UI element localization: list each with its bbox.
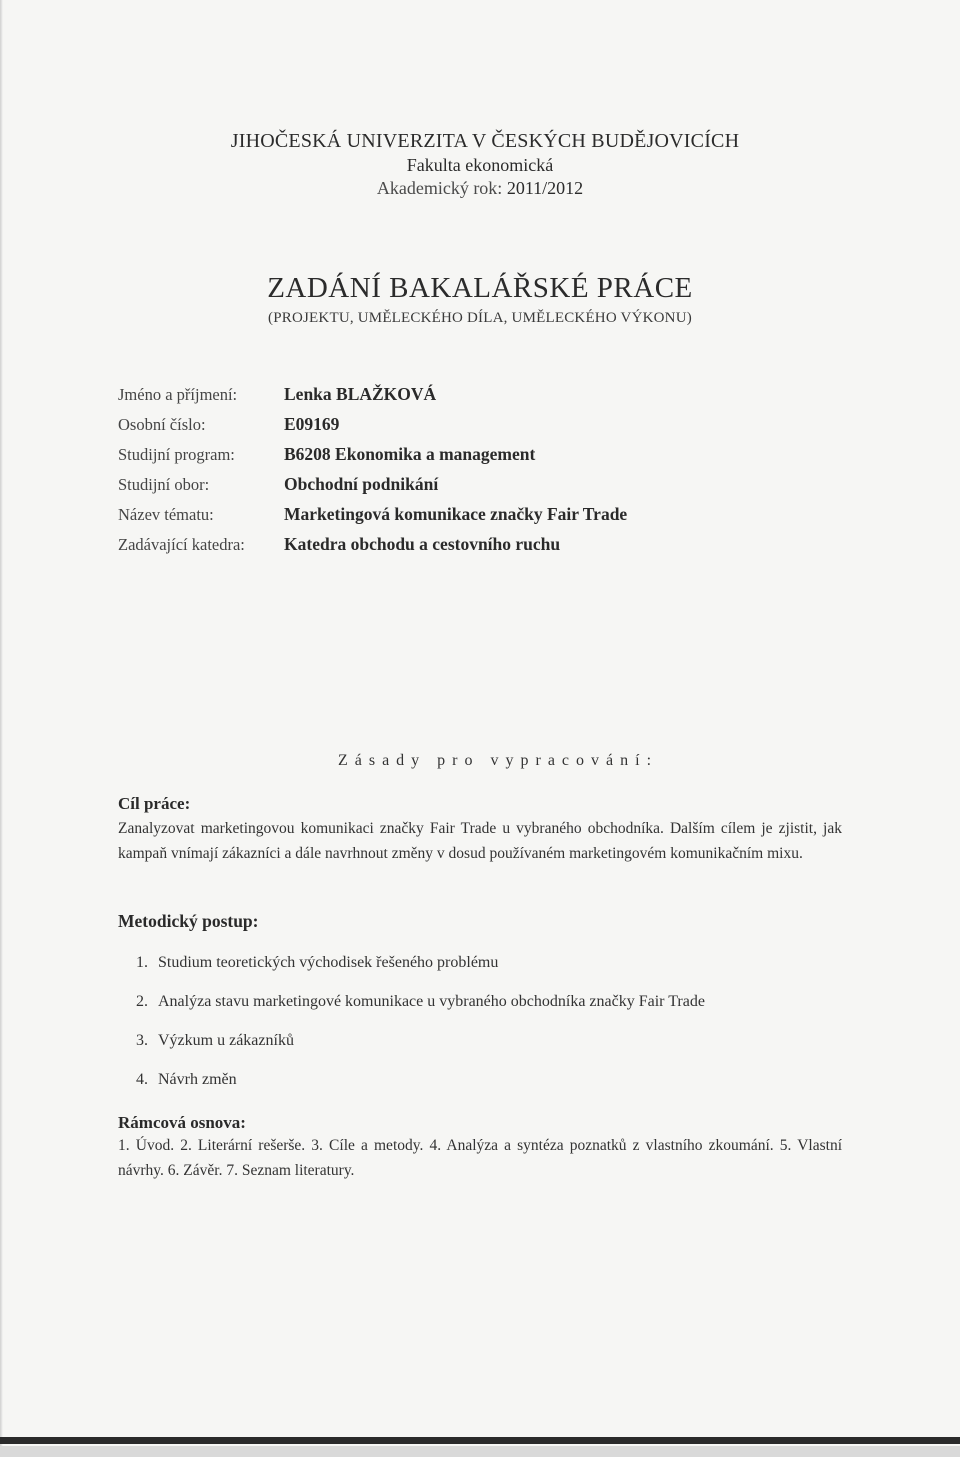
info-label: Jméno a příjmení: xyxy=(118,385,238,404)
info-row-name xyxy=(118,384,627,414)
method-step xyxy=(136,954,498,972)
info-row-study-field xyxy=(118,474,627,504)
info-value: E09169 xyxy=(284,414,340,434)
step-text: Návrh změn xyxy=(158,1071,237,1088)
goal-heading: Cíl práce: xyxy=(118,794,191,813)
bottom-border xyxy=(0,1437,960,1444)
info-value: B6208 Ekonomika a management xyxy=(284,444,536,464)
step-number: 3. xyxy=(136,1032,148,1049)
step-number: 1. xyxy=(136,954,148,971)
goal-text: Zanalyzovat marketingovou komunikaci značky Fair Trade u vybraného obchodníka. Dalším cílem je zjistit, jak kampaň vnímají zákazníci a dále navrhnout změny v dosud používaném marketingovém komunikačním mixu. xyxy=(118,820,842,862)
step-text: Studium teoretických východisek řešeného problému xyxy=(158,954,499,971)
info-row-topic xyxy=(118,504,627,534)
step-text: Výzkum u zákazníků xyxy=(158,1032,294,1049)
student-info-table xyxy=(118,384,627,564)
goal-section xyxy=(118,794,842,866)
step-text: Analýza stavu marketingové komunikace u vybraného obchodníka značky Fair Trade xyxy=(158,993,705,1010)
academic-year xyxy=(0,177,960,200)
info-label: Osobní číslo: xyxy=(118,415,206,434)
document-title: ZADÁNÍ BAKALÁŘSKÉ PRÁCE xyxy=(267,272,693,304)
info-label: Studijní obor: xyxy=(118,475,210,494)
method-step xyxy=(136,993,705,1011)
method-heading-block xyxy=(118,911,842,932)
outline-heading: Rámcová osnova: xyxy=(118,1113,246,1132)
info-label: Studijní program: xyxy=(118,445,235,464)
step-number: 2. xyxy=(136,993,148,1010)
outline-text: 1. Úvod. 2. Literární rešerše. 3. Cíle a metody. 4. Analýza a syntéza poznatků z vlastního zkoumání. 5. Vlastní návrhy. 6. Závěr. 7. Seznam literatury. xyxy=(118,1137,842,1179)
university-name: JIHOČESKÁ UNIVERZITA V ČESKÝCH BUDĚJOVICÍCH xyxy=(230,130,740,152)
info-value: Marketingová komunikace značky Fair Trade xyxy=(284,504,628,524)
method-step xyxy=(136,1071,237,1089)
info-value: Katedra obchodu a cestovního ruchu xyxy=(284,534,561,554)
document-title-block xyxy=(0,270,960,330)
scan-edge xyxy=(0,0,3,1457)
principles-heading: Zásady pro vypracování: xyxy=(337,752,659,769)
info-row-study-program xyxy=(118,444,627,474)
info-label: Název tématu: xyxy=(118,505,214,524)
academic-year-label: Akademický rok: xyxy=(376,178,503,198)
academic-year-value: 2011/2012 xyxy=(506,178,584,198)
info-label: Zadávající katedra: xyxy=(118,535,245,554)
method-step xyxy=(136,1032,294,1050)
info-value: Obchodní podnikání xyxy=(284,474,439,494)
step-number: 4. xyxy=(136,1071,148,1088)
info-row-department xyxy=(118,534,627,564)
info-value: Lenka BLAŽKOVÁ xyxy=(284,384,437,404)
faculty-name: Fakulta ekonomická xyxy=(406,155,554,175)
document-subtitle: (PROJEKTU, UMĚLECKÉHO DÍLA, UMĚLECKÉHO VÝKONU) xyxy=(268,310,692,326)
outline-section xyxy=(118,1113,842,1183)
info-row-personal-number xyxy=(118,414,627,444)
document-header xyxy=(0,128,960,200)
bottom-margin xyxy=(0,1446,960,1457)
method-heading: Metodický postup: xyxy=(118,911,259,931)
